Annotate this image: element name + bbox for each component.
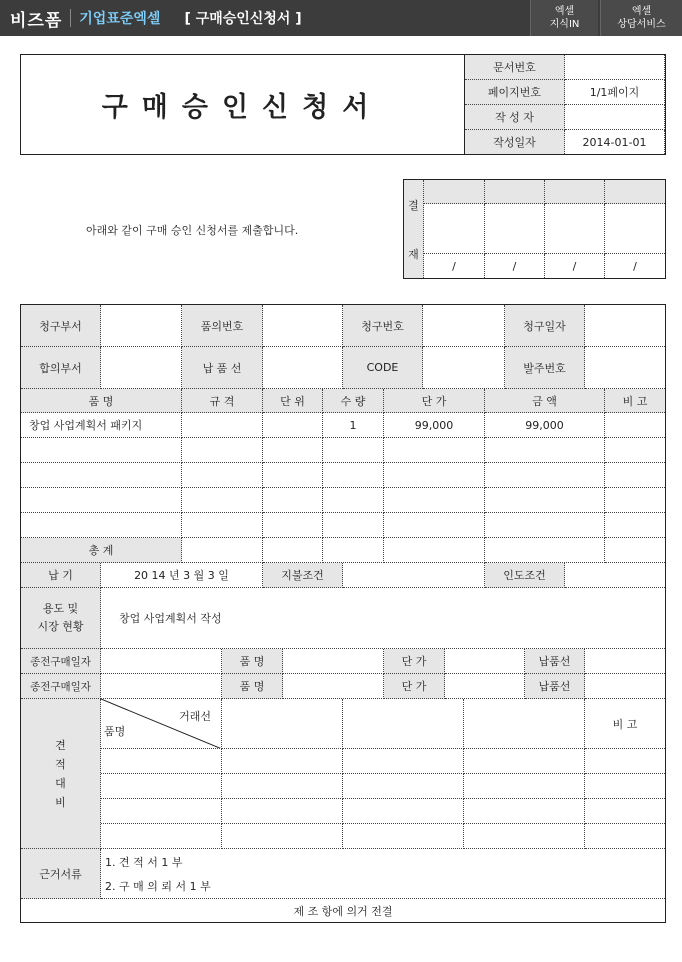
- prev-date-value-2[interactable]: [101, 674, 222, 699]
- prev-date-label-1: 종전구매일자: [21, 649, 101, 674]
- author-label: 작 성 자: [465, 105, 565, 130]
- quote-cell[interactable]: [464, 824, 585, 849]
- quote-diagonal-header: [101, 699, 222, 749]
- quote-item-label: 품명: [104, 725, 126, 738]
- approval-date-3[interactable]: /: [545, 254, 605, 278]
- col-unit-header: 단 위: [263, 389, 323, 413]
- payment-label: 지불조건: [263, 563, 343, 588]
- transfer-label: 인도조건: [485, 563, 565, 588]
- item-cell[interactable]: [21, 438, 182, 463]
- item-cell[interactable]: [605, 488, 665, 513]
- approval-head-3: [545, 180, 605, 204]
- excel-consult-line2: 상담서비스: [617, 19, 666, 30]
- purpose-label: [21, 588, 101, 649]
- quote-cell[interactable]: [222, 774, 343, 799]
- quote-note-header: 비 고: [585, 699, 665, 749]
- item-cell[interactable]: [182, 513, 263, 538]
- consult-value[interactable]: [101, 347, 182, 389]
- item-cell[interactable]: [263, 463, 323, 488]
- quote-cell[interactable]: [222, 749, 343, 774]
- brand-label[interactable]: 기업표준엑셀: [79, 11, 161, 27]
- quote-label-char-2: 적: [55, 757, 66, 771]
- approval-head-2: [485, 180, 545, 204]
- docs-label: 근거서류: [21, 849, 101, 899]
- quote-cell[interactable]: [101, 774, 222, 799]
- approval-head-4: [605, 180, 665, 204]
- item-cell[interactable]: [323, 513, 384, 538]
- quote-cell[interactable]: [585, 824, 665, 849]
- order-no-label: 발주번호: [505, 347, 585, 389]
- code-value[interactable]: [423, 347, 505, 389]
- item-price-1[interactable]: 99,000: [384, 413, 485, 438]
- bizform-logo[interactable]: 비즈폼: [10, 10, 63, 31]
- item-cell[interactable]: [485, 488, 605, 513]
- item-qty-1[interactable]: 1: [323, 413, 384, 438]
- prev-supplier-value-2[interactable]: [585, 674, 665, 699]
- code-label: CODE: [343, 347, 423, 389]
- claim-date-label: 청구일자: [505, 305, 585, 347]
- approval-sign-2[interactable]: [485, 204, 545, 254]
- prev-date-value-1[interactable]: [101, 649, 222, 674]
- item-cell[interactable]: [605, 463, 665, 488]
- item-cell[interactable]: [182, 438, 263, 463]
- date-label: 작성일자: [465, 130, 565, 154]
- total-spec: [182, 538, 263, 563]
- quote-cell[interactable]: [343, 824, 464, 849]
- purpose-label-line2: 시장 현황: [37, 620, 84, 633]
- prev-date-label-2: 종전구매일자: [21, 674, 101, 699]
- quote-vendor-label: 거래선: [179, 710, 211, 723]
- logo-divider: [70, 9, 71, 27]
- payment-value[interactable]: [343, 563, 485, 588]
- col-name-header: 품 명: [21, 389, 182, 413]
- prev-price-value-2[interactable]: [445, 674, 525, 699]
- excel-consult-button[interactable]: [600, 0, 682, 36]
- page-title: 구매승인신청서: [101, 91, 383, 123]
- purpose-value[interactable]: 창업 사업계획서 작성: [101, 588, 665, 649]
- prev-item-label-2: 품 명: [222, 674, 283, 699]
- claim-date-value[interactable]: [585, 305, 665, 347]
- excel-knowledge-button[interactable]: [530, 0, 598, 36]
- quote-cell[interactable]: [343, 799, 464, 824]
- item-cell[interactable]: [485, 513, 605, 538]
- quote-cell[interactable]: [585, 774, 665, 799]
- total-label: 총 계: [21, 538, 182, 563]
- approval-label-bottom: 재: [408, 247, 419, 261]
- total-amount[interactable]: [485, 538, 605, 563]
- excel-knowledge-line2: 지식IN: [549, 19, 580, 30]
- quote-vendor-1[interactable]: [222, 699, 343, 749]
- item-cell[interactable]: [384, 488, 485, 513]
- quote-vendor-3[interactable]: [464, 699, 585, 749]
- approval-head-1: [424, 180, 485, 204]
- item-cell[interactable]: [485, 463, 605, 488]
- quote-cell[interactable]: [101, 824, 222, 849]
- quote-cell[interactable]: [585, 799, 665, 824]
- quote-cell[interactable]: [222, 824, 343, 849]
- quote-label: [21, 699, 101, 849]
- prev-price-value-1[interactable]: [445, 649, 525, 674]
- quote-cell[interactable]: [464, 749, 585, 774]
- prev-item-value-1[interactable]: [283, 649, 384, 674]
- approval-label: [404, 180, 424, 278]
- approval-date-2[interactable]: /: [485, 254, 545, 278]
- order-no-value[interactable]: [585, 347, 665, 389]
- col-spec-header: 규 격: [182, 389, 263, 413]
- item-cell[interactable]: [263, 488, 323, 513]
- approval-label-top: 결: [408, 198, 419, 212]
- item-cell[interactable]: [384, 513, 485, 538]
- quote-cell[interactable]: [101, 749, 222, 774]
- quote-cell[interactable]: [101, 799, 222, 824]
- total-qty[interactable]: [323, 538, 384, 563]
- intro-text: 아래와 같이 구매 승인 신청서를 제출합니다.: [86, 224, 299, 237]
- author-value[interactable]: [565, 105, 665, 130]
- col-qty-header: 수 량: [323, 389, 384, 413]
- item-cell[interactable]: [263, 438, 323, 463]
- quote-cell[interactable]: [464, 799, 585, 824]
- item-unit-1[interactable]: [263, 413, 323, 438]
- prev-item-label-1: 품 명: [222, 649, 283, 674]
- total-note[interactable]: [605, 538, 665, 563]
- footer-text: 제 조 항에 의거 전결: [293, 904, 393, 918]
- item-cell[interactable]: [323, 463, 384, 488]
- supplier-value[interactable]: [263, 347, 343, 389]
- item-cell[interactable]: [323, 438, 384, 463]
- item-cell[interactable]: [485, 438, 605, 463]
- docs-line-1[interactable]: 1. 견 적 서 1 부: [105, 855, 183, 869]
- item-cell[interactable]: [384, 463, 485, 488]
- approval-date-1[interactable]: /: [424, 254, 485, 278]
- top-bar: [0, 0, 682, 36]
- document-label: [ 구매승인신청서 ]: [184, 11, 302, 27]
- claim-no-value[interactable]: [423, 305, 505, 347]
- item-cell[interactable]: [21, 513, 182, 538]
- col-price-header: 단 가: [384, 389, 485, 413]
- item-spec-1[interactable]: [182, 413, 263, 438]
- consult-label: 합의부서: [21, 347, 101, 389]
- item-cell[interactable]: [21, 488, 182, 513]
- date-value[interactable]: 2014-01-01: [565, 130, 665, 154]
- col-note-header: 비 고: [605, 389, 665, 413]
- docs-line-2[interactable]: 2. 구 매 의 뢰 서 1 부: [101, 874, 665, 899]
- purpose-label-line1: 용도 및: [42, 602, 79, 615]
- item-cell[interactable]: [263, 513, 323, 538]
- quote-vendor-2[interactable]: [343, 699, 464, 749]
- item-name-1[interactable]: 창업 사업계획서 패키지: [21, 413, 182, 438]
- item-cell[interactable]: [605, 513, 665, 538]
- item-amount-1[interactable]: 99,000: [485, 413, 605, 438]
- supplier-label: 납 품 선: [182, 347, 263, 389]
- item-note-1[interactable]: [605, 413, 665, 438]
- approval-date-4[interactable]: /: [633, 259, 637, 273]
- dept-label: 청구부서: [21, 305, 101, 347]
- prev-price-label-2: 단 가: [384, 674, 445, 699]
- col-amount-header: 금 액: [485, 389, 605, 413]
- request-no-value[interactable]: [263, 305, 343, 347]
- prev-price-label-1: 단 가: [384, 649, 445, 674]
- item-cell[interactable]: [384, 438, 485, 463]
- delivery-label: 납 기: [21, 563, 101, 588]
- quote-cell[interactable]: [343, 749, 464, 774]
- item-cell[interactable]: [182, 463, 263, 488]
- quote-label-char-4: 비: [55, 795, 66, 809]
- item-cell[interactable]: [605, 438, 665, 463]
- quote-label-char-1: 견: [55, 738, 66, 752]
- total-unit: [263, 538, 323, 563]
- approval-sign-4[interactable]: [605, 204, 665, 254]
- page-no-label: 페이지번호: [465, 80, 565, 105]
- doc-no-label: 문서번호: [465, 55, 565, 80]
- prev-supplier-label-1: 납품선: [525, 649, 585, 674]
- approval-sign-3[interactable]: [545, 204, 605, 254]
- transfer-value[interactable]: [565, 563, 665, 588]
- prev-item-value-2[interactable]: [283, 674, 384, 699]
- claim-no-label: 청구번호: [343, 305, 423, 347]
- dept-value[interactable]: [101, 305, 182, 347]
- excel-knowledge-line1: 엑셀: [554, 6, 575, 17]
- delivery-value[interactable]: 20 14 년 3 월 3 일: [101, 563, 263, 588]
- total-price[interactable]: [384, 538, 485, 563]
- request-no-label: 품의번호: [182, 305, 263, 347]
- quote-cell[interactable]: [343, 774, 464, 799]
- prev-supplier-value-1[interactable]: [585, 649, 665, 674]
- page-no-value[interactable]: 1/1페이지: [565, 80, 665, 105]
- approval-sign-1[interactable]: [424, 204, 485, 254]
- item-cell[interactable]: [323, 488, 384, 513]
- quote-cell[interactable]: [464, 774, 585, 799]
- prev-supplier-label-2: 납품선: [525, 674, 585, 699]
- doc-no-value[interactable]: [565, 55, 665, 80]
- item-cell[interactable]: [182, 488, 263, 513]
- quote-label-char-3: 대: [55, 776, 66, 790]
- quote-cell[interactable]: [222, 799, 343, 824]
- quote-cell[interactable]: [585, 749, 665, 774]
- item-cell[interactable]: [21, 463, 182, 488]
- excel-consult-line1: 엑셀: [631, 6, 652, 17]
